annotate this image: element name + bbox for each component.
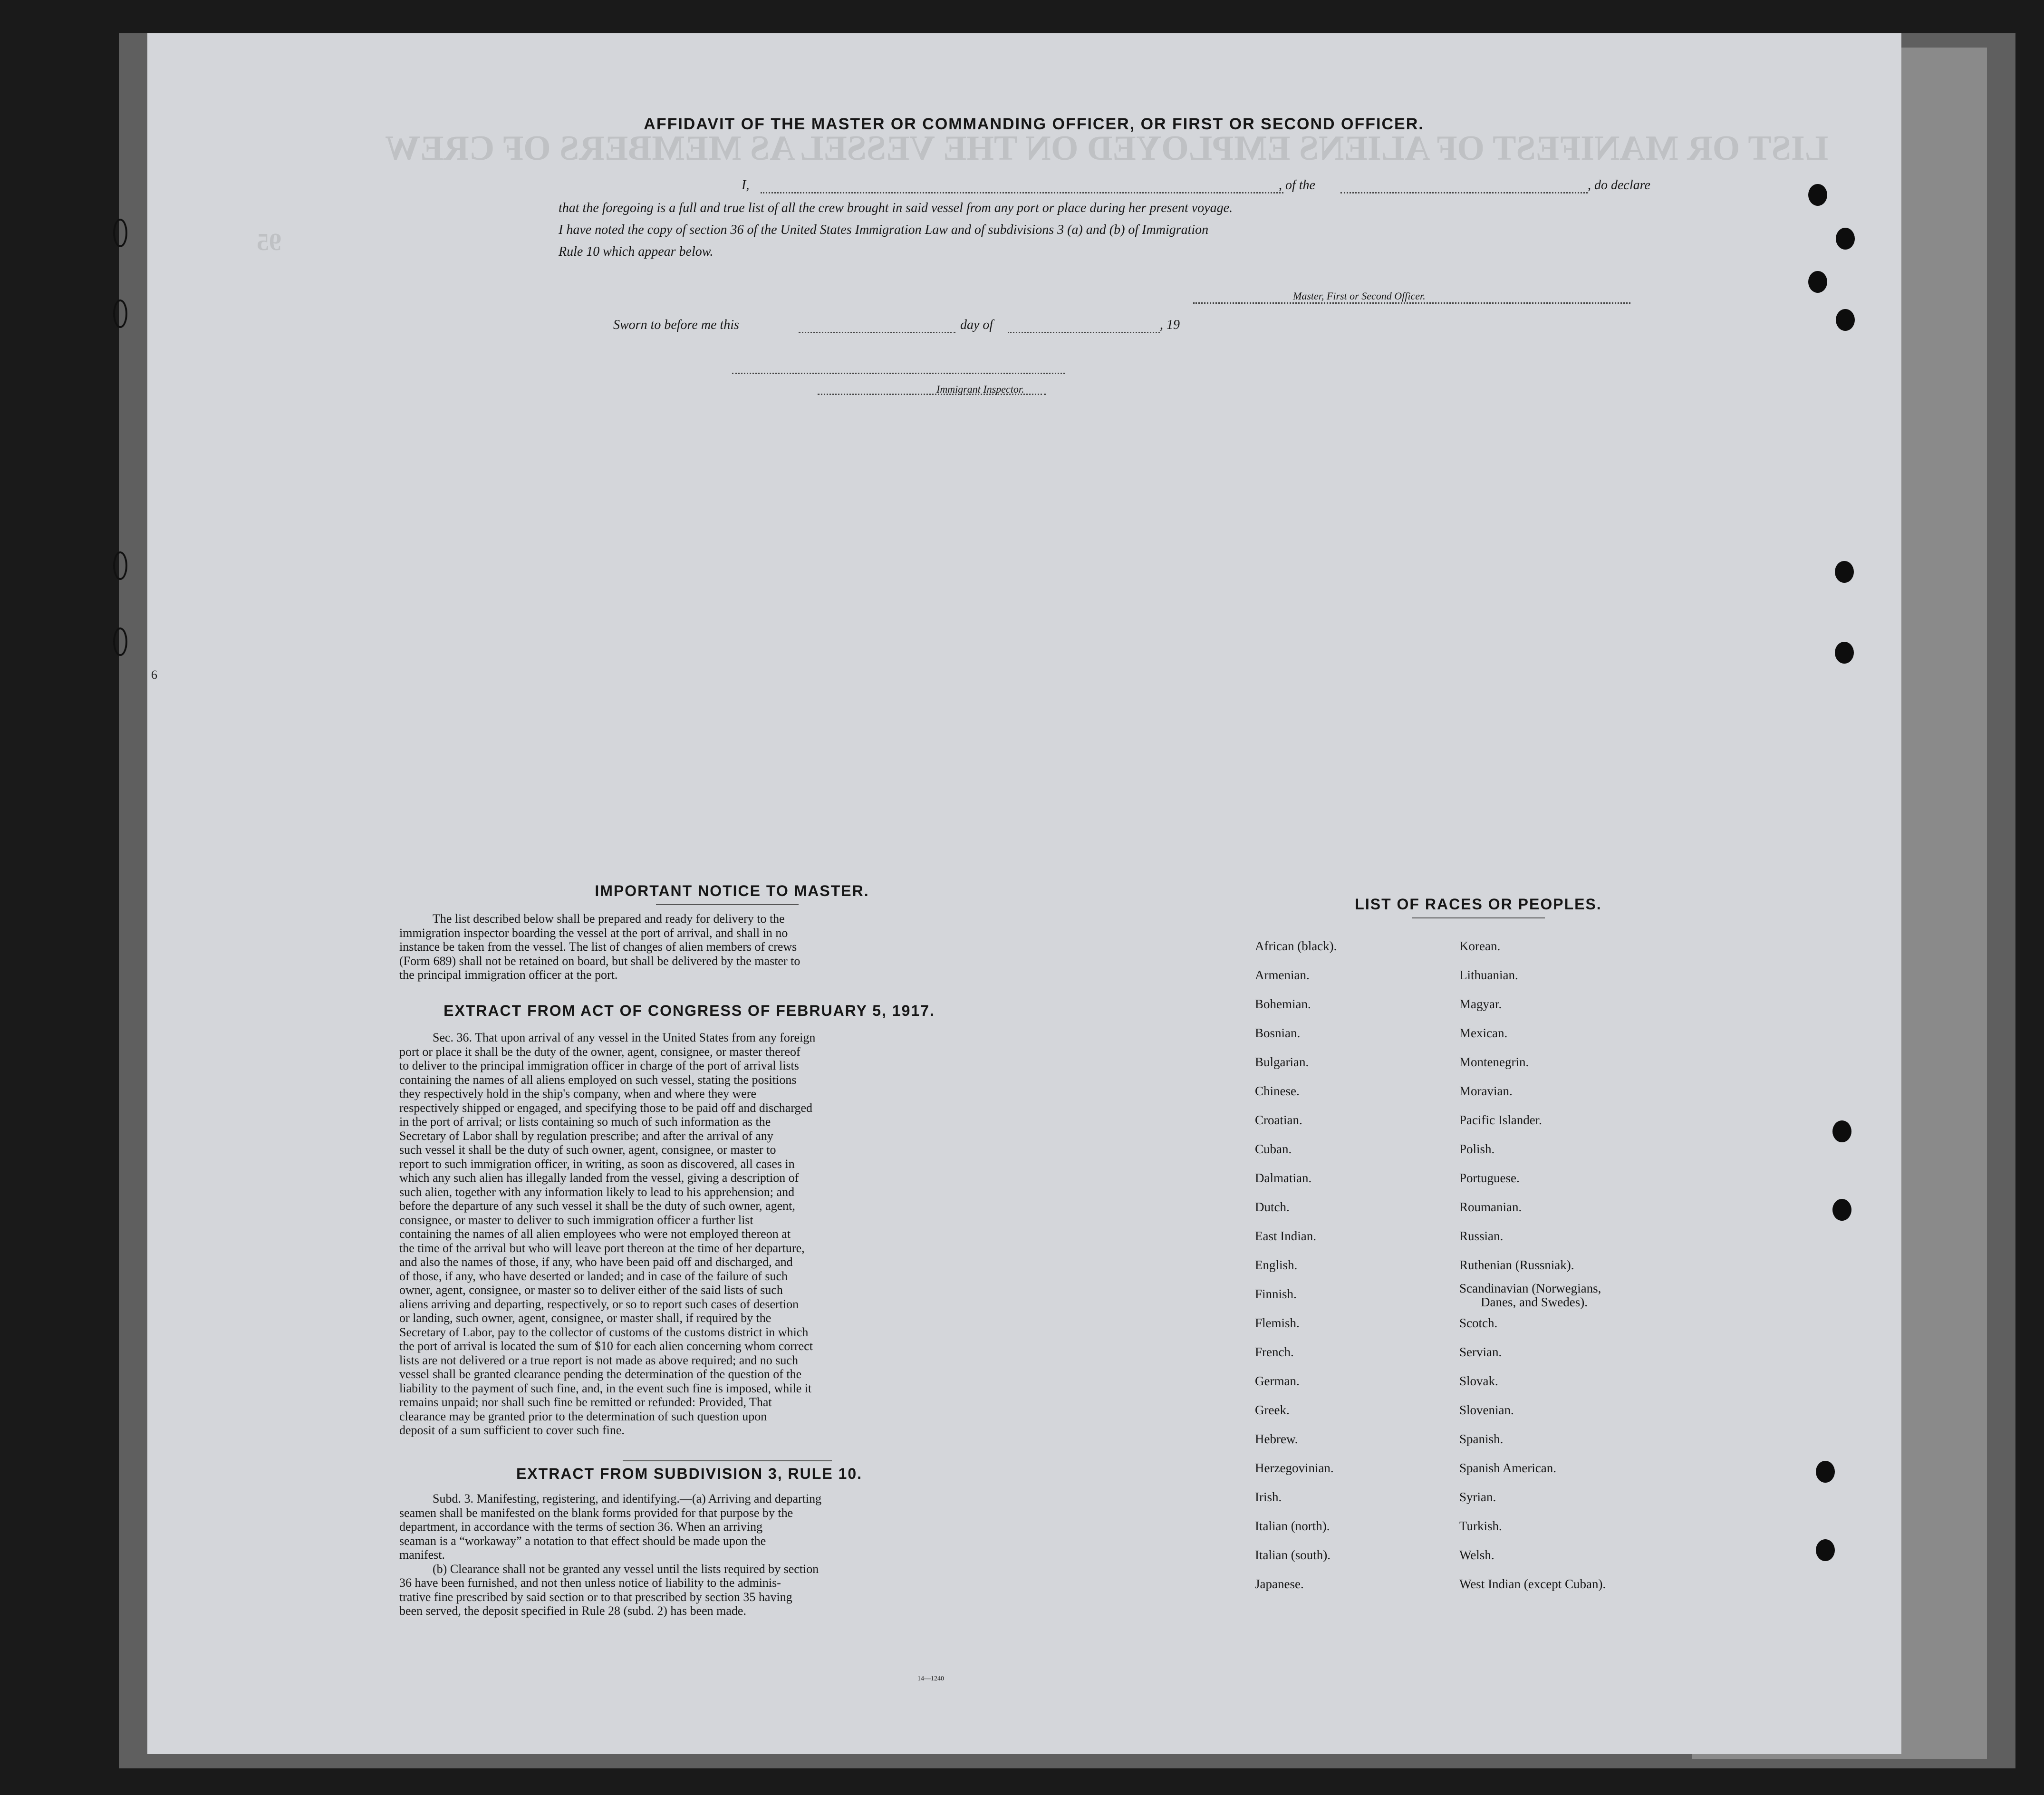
race-item: Portuguese. [1459,1171,1520,1185]
notice-line: (Form 689) shall not be retained on board, but shall be delivered by the master to [399,954,800,968]
punch-hole [1835,561,1854,583]
act-line: remains unpaid; nor shall such fine be remitted or refunded: Provided, That [399,1395,772,1409]
race-item: Greek. [1255,1403,1290,1417]
inspector-signature-line [732,369,1065,374]
sworn-year: , 19 [1160,318,1180,332]
punch-hole [1808,184,1827,206]
act-line: of those, if any, who have deserted or landed; and in case of the failure of such [399,1269,788,1283]
notice-line: instance be taken from the vessel. The list of changes of alien members of crews [399,940,797,954]
sworn-label: Sworn to before me this [613,318,739,332]
race-item: West Indian (except Cuban). [1459,1577,1606,1591]
race-item: Spanish. [1459,1432,1504,1446]
notice-title: IMPORTANT NOTICE TO MASTER. [595,882,869,899]
act-line: the time of the arrival but who will leave port thereon at the time of her departure, [399,1241,805,1255]
name-blank [761,178,1283,193]
rule-text [399,1492,974,1618]
act-line: before the departure of any such vessel it shall be the duty of such owner, agent, [399,1199,795,1213]
form-number: 14—1240 [917,1675,944,1682]
binding-mark [113,219,127,247]
affidavit-line2: that the foregoing is a full and true list of all the crew brought in said vessel from any port or place during her present voyage. [559,201,1233,215]
race-item: Italian (south). [1255,1548,1331,1562]
races-title: LIST OF RACES OR PEOPLES. [1355,896,1602,913]
act-line: Secretary of Labor, pay to the collector of customs of the customs district in which [399,1325,809,1339]
act-line: port or place it shall be the duty of the owner, agent, consignee, or master thereof [399,1044,800,1059]
rule-line: 36 have been furnished, and not then unless notice of liability to the adminis- [399,1576,781,1590]
race-item: Ruthenian (Russniak). [1459,1258,1574,1272]
act-line: which any such alien has illegally landed from the vessel, giving a description of [399,1171,799,1185]
act-line: consignee, or master to deliver to such immigration officer a further list [399,1213,753,1227]
act-line: such alien, together with any information likely to lead to his apprehension; and [399,1185,795,1199]
sworn-month-blank [1008,318,1160,333]
race-item: Armenian. [1255,968,1310,982]
rule-line: seaman is a “workaway” a notation to that effect should be made upon the [399,1534,766,1548]
race-item: Welsh. [1459,1548,1494,1562]
race-item: Syrian. [1459,1490,1496,1504]
race-item: Scotch. [1459,1316,1498,1330]
race-item: Bosnian. [1255,1026,1301,1040]
rule-line: department, in accordance with the terms of section 36. When an arriving [399,1520,763,1534]
race-item: Flemish. [1255,1316,1300,1330]
act-line: such vessel it shall be the duty of such owner, agent, consignee, or master to [399,1143,776,1157]
race-item: Dalmatian. [1255,1171,1312,1185]
notice-rule [656,904,799,905]
race-item: Bohemian. [1255,997,1311,1011]
race-item: Dutch. [1255,1200,1290,1214]
race-item-continued: Danes, and Swedes). [1481,1295,1588,1309]
rule-title: EXTRACT FROM SUBDIVISION 3, RULE 10. [516,1465,863,1482]
act-line: report to such immigration officer, in writing, as soon as discovered, all cases in [399,1157,795,1171]
act-line: respectively shipped or engaged, and specifying those to be paid off and discharged [399,1100,813,1115]
race-item: East Indian. [1255,1229,1316,1243]
race-item: Hebrew. [1255,1432,1298,1446]
race-item: Magyar. [1459,997,1502,1011]
punch-hole [1836,309,1855,331]
race-item: Spanish American. [1459,1461,1556,1475]
race-item: Servian. [1459,1345,1502,1359]
act-line: or landing, such owner, agent, consignee, or master shall, if required by the [399,1311,771,1325]
rule-line: (b) Clearance shall not be granted any vessel until the lists required by section [433,1562,819,1576]
document-page [147,33,1901,1754]
inspector-label: Immigrant Inspector. [936,383,1024,395]
punch-hole [1835,642,1854,664]
race-item: African (black). [1255,939,1337,953]
race-item: Russian. [1459,1229,1504,1243]
act-line: owner, agent, consignee, or master so to deliver either of the said lists of such [399,1283,783,1297]
master-signature-label: Master, First or Second Officer. [1293,290,1426,302]
rule-line: Subd. 3. Manifesting, registering, and identifying.—(a) Arriving and departing [433,1492,822,1505]
vessel-blank [1340,178,1588,193]
sworn-day: day of [960,318,993,332]
race-item: Mexican. [1459,1026,1508,1040]
act-title: EXTRACT FROM ACT OF CONGRESS OF FEBRUARY 5, 1917. [444,1002,935,1019]
binding-mark [113,551,127,580]
act-line: the port of arrival is located the sum of $10 for each alien concerning whom correct [399,1339,813,1353]
race-item: Herzegovinian. [1255,1461,1334,1475]
act-line: and also the names of those, if any, who have been paid off and discharged, and [399,1255,793,1269]
affidavit-i: I, [742,178,750,193]
race-item: Turkish. [1459,1519,1502,1533]
race-item: Irish. [1255,1490,1282,1504]
bleed-through-number: 95 [257,229,281,256]
race-item: Roumanian. [1459,1200,1522,1214]
race-item: Slovenian. [1459,1403,1514,1417]
race-item: Slovak. [1459,1374,1498,1388]
affidavit-line3: I have noted the copy of section 36 of the United States Immigration Law and of subdivisions 3 (a) and (b) of Immigration [559,222,1209,237]
punch-hole [1836,228,1855,250]
act-line: clearance may be granted prior to the determination of such question upon [399,1409,767,1423]
race-item: Moravian. [1459,1084,1513,1098]
race-item: Lithuanian. [1459,968,1518,982]
rule-line: seamen shall be manifested on the blank forms provided for that purpose by the [399,1505,793,1520]
act-line: Sec. 36. That upon arrival of any vessel in the United States from any foreign [433,1031,816,1044]
race-item: Polish. [1459,1142,1495,1156]
affidavit-line4: Rule 10 which appear below. [559,244,713,259]
races-rule [1412,917,1545,918]
punch-hole [1816,1461,1835,1483]
act-line: lists are not delivered or a true report is not made as above required; and no such [399,1353,798,1367]
punch-hole [1808,271,1827,293]
affidavit-title: AFFIDAVIT OF THE MASTER OR COMMANDING OFFICER, OR FIRST OR SECOND OFFICER. [644,115,1424,133]
punch-hole [1832,1120,1851,1142]
bleed-through-header: LIST OR MANIFEST OF ALIENS EMPLOYED ON THE VESSEL AS MEMBERS OF CREW [385,129,1829,168]
race-item: German. [1255,1374,1300,1388]
binding-mark [113,627,127,656]
punch-hole [1832,1199,1851,1221]
act-line: aliens arriving and departing, respectively, or so to report such cases of desertion [399,1297,799,1311]
act-line: deposit of a sum sufficient to cover such fine. [399,1423,625,1437]
act-text [399,1031,974,1438]
act-line: they respectively hold in the ship's company, when and where they were [399,1087,756,1100]
race-item: English. [1255,1258,1298,1272]
race-item: Italian (north). [1255,1519,1330,1533]
notice-line: the principal immigration officer at the port. [399,968,618,982]
act-line: in the port of arrival; or lists containing so much of such information as the [399,1115,771,1129]
race-item: Bulgarian. [1255,1055,1309,1069]
act-line: liability to the payment of such fine, and, in the event such fine is imposed, while it [399,1381,812,1395]
act-line: to deliver to the principal immigration officer in charge of the port of arrival lists [399,1059,799,1072]
race-item: Croatian. [1255,1113,1302,1127]
rule-line: manifest. [399,1548,445,1562]
notice-text [399,912,974,982]
act-line: containing the names of all aliens employed on such vessel, stating the positions [399,1072,797,1087]
race-item: Chinese. [1255,1084,1300,1098]
act-line: Secretary of Labor shall by regulation prescribe; and after the arrival of any [399,1129,773,1143]
punch-hole [1816,1539,1835,1561]
act-line: containing the names of all alien employees who were not employed thereon at [399,1227,791,1241]
race-item: Montenegrin. [1459,1055,1529,1069]
binding-mark [113,299,127,328]
race-item: French. [1255,1345,1294,1359]
affidavit-declare: , do declare [1588,178,1650,193]
edge-number: 6 [151,668,157,682]
race-item: Pacific Islander. [1459,1113,1542,1127]
affidavit-of-the: , of the [1279,178,1315,193]
sworn-day-blank [799,318,955,333]
notice-line: immigration inspector boarding the vessel at the port of arrival, and shall in no [399,926,788,940]
act-line: vessel shall be granted clearance pending the determination of the question of the [399,1367,802,1381]
rule-line: trative fine prescribed by said section or to that prescribed by section 35 having [399,1590,792,1604]
rule-line: been served, the deposit specified in Rule 28 (subd. 2) has been made. [399,1604,746,1618]
act-rule [623,1460,832,1461]
race-item: Korean. [1459,939,1501,953]
race-item: Scandinavian (Norwegians, [1459,1281,1601,1295]
notice-line: The list described below shall be prepared and ready for delivery to the [433,912,785,926]
race-item: Japanese. [1255,1577,1304,1591]
race-item: Finnish. [1255,1287,1297,1301]
race-item: Cuban. [1255,1142,1292,1156]
